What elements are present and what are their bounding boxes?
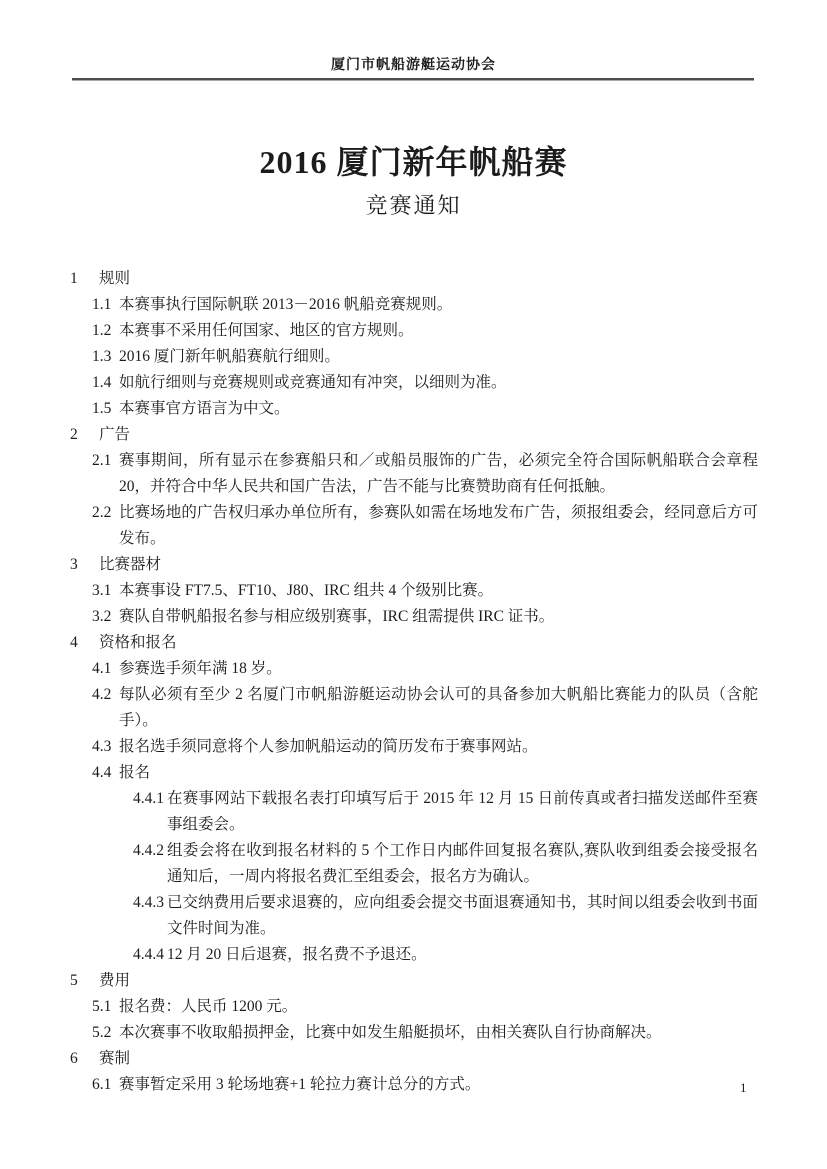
section-number: 6 (70, 1050, 78, 1067)
clause (70, 656, 758, 682)
subclause (70, 942, 758, 968)
clause (70, 604, 758, 630)
section-number: 4 (70, 634, 78, 651)
clause (70, 500, 758, 552)
subclause-number: 4.4.3 (133, 894, 164, 911)
subclause (70, 786, 758, 838)
clause (70, 370, 758, 396)
section-number: 1 (70, 270, 78, 287)
document-body (70, 266, 758, 1098)
clause-number: 1.1 (92, 296, 112, 313)
clause (70, 682, 758, 734)
clause-text: 赛事暂定采用 3 轮场地赛+1 轮拉力赛计总分的方式。 (119, 1076, 481, 1093)
header-org-name: 厦门市帆船游艇运动协会 (331, 58, 496, 73)
clause-number: 4.2 (92, 686, 112, 703)
clause (70, 994, 758, 1020)
section-title: 赛制 (99, 1050, 131, 1067)
section-title: 比赛器材 (99, 556, 162, 573)
clause-text: 本次赛事不收取船损押金，比赛中如发生船艇损坏，由相关赛队自行协商解决。 (119, 1024, 662, 1041)
section-heading (70, 422, 758, 448)
subclause-number: 4.4.1 (133, 790, 164, 807)
clause-number: 4.3 (92, 738, 112, 755)
clause-number: 1.5 (92, 400, 112, 417)
clause-text: 本赛事不采用任何国家、地区的官方规则。 (119, 322, 414, 339)
clause (70, 448, 758, 500)
clause (70, 1072, 758, 1098)
section-title: 费用 (99, 972, 131, 989)
section-title: 规则 (99, 270, 131, 287)
section-heading (70, 266, 758, 292)
clause-number: 2.2 (92, 504, 112, 521)
clause-number: 1.4 (92, 374, 112, 391)
clause (70, 760, 758, 786)
clause-text: 报名费：人民币 1200 元。 (119, 998, 298, 1015)
section-heading (70, 1046, 758, 1072)
clause-text: 比赛场地的广告权归承办单位所有，参赛队如需在场地发布广告，须报组委会，经同意后方可发布。 (119, 504, 758, 547)
section-heading (70, 968, 758, 994)
clause-text: 本赛事官方语言为中文。 (119, 400, 290, 417)
clause (70, 396, 758, 422)
subclause-text: 组委会将在收到报名材料的 5 个工作日内邮件回复报名赛队,赛队收到组委会接受报名通知后，一周内将报名费汇至组委会，报名方为确认。 (167, 842, 758, 885)
clause (70, 292, 758, 318)
clause-text: 参赛选手须年满 18 岁。 (119, 660, 282, 677)
clause-number: 1.2 (92, 322, 112, 339)
clause-text: 报名 (119, 764, 151, 781)
clause-text: 本赛事执行国际帆联 2013－2016 帆船竞赛规则。 (119, 296, 453, 313)
clause (70, 318, 758, 344)
clause-text: 每队必须有至少 2 名厦门市帆船游艇运动协会认可的具备参加大帆船比赛能力的队员（含舵手）。 (119, 686, 758, 729)
page-number: 1 (740, 1080, 747, 1095)
clause-number: 2.1 (92, 452, 112, 469)
subclause-text: 12 月 20 日后退赛，报名费不予退还。 (167, 946, 427, 963)
subclause (70, 838, 758, 890)
subclause-text: 在赛事网站下载报名表打印填写后于 2015 年 12 月 15 日前传真或者扫描发送邮件至赛事组委会。 (167, 790, 758, 833)
section-heading (70, 630, 758, 656)
section-heading (70, 552, 758, 578)
subclause-text: 已交纳费用后要求退赛的，应向组委会提交书面退赛通知书，其时间以组委会收到书面文件时间为准。 (167, 894, 758, 937)
clause-text: 2016 厦门新年帆船赛航行细则。 (119, 348, 340, 365)
clause (70, 1020, 758, 1046)
clause (70, 734, 758, 760)
clause-number: 4.1 (92, 660, 112, 677)
clause (70, 578, 758, 604)
clause-number: 3.1 (92, 582, 112, 599)
document-title: 2016 厦门新年帆船赛 (259, 144, 568, 180)
section-number: 5 (70, 972, 78, 989)
clause (70, 344, 758, 370)
section-number: 2 (70, 426, 78, 443)
subclause (70, 890, 758, 942)
clause-number: 5.2 (92, 1024, 112, 1041)
clause-number: 4.4 (92, 764, 112, 781)
clause-number: 1.3 (92, 348, 112, 365)
section-title: 资格和报名 (99, 634, 177, 651)
clause-text: 如航行细则与竞赛规则或竞赛通知有冲突，以细则为准。 (119, 374, 507, 391)
header-rule-line (72, 78, 754, 81)
section-number: 3 (70, 556, 78, 573)
clause-text: 赛队自带帆船报名参与相应级别赛事，IRC 组需提供 IRC 证书。 (119, 608, 555, 625)
subclause-number: 4.4.4 (133, 946, 164, 963)
subclause-number: 4.4.2 (133, 842, 164, 859)
clause-number: 5.1 (92, 998, 112, 1015)
clause-text: 本赛事设 FT7.5、FT10、J80、IRC 组共 4 个级别比赛。 (119, 582, 494, 599)
clause-number: 3.2 (92, 608, 112, 625)
clause-text: 赛事期间，所有显示在参赛船只和／或船员服饰的广告，必须完全符合国际帆船联合会章程 20，并符合中华人民共和国广告法，广告不能与比赛赞助商有任何抵触。 (119, 452, 758, 495)
section-title: 广告 (99, 426, 131, 443)
clause-text: 报名选手须同意将个人参加帆船运动的简历发布于赛事网站。 (119, 738, 538, 755)
clause-number: 6.1 (92, 1076, 112, 1093)
document-subtitle: 竞赛通知 (365, 193, 462, 218)
